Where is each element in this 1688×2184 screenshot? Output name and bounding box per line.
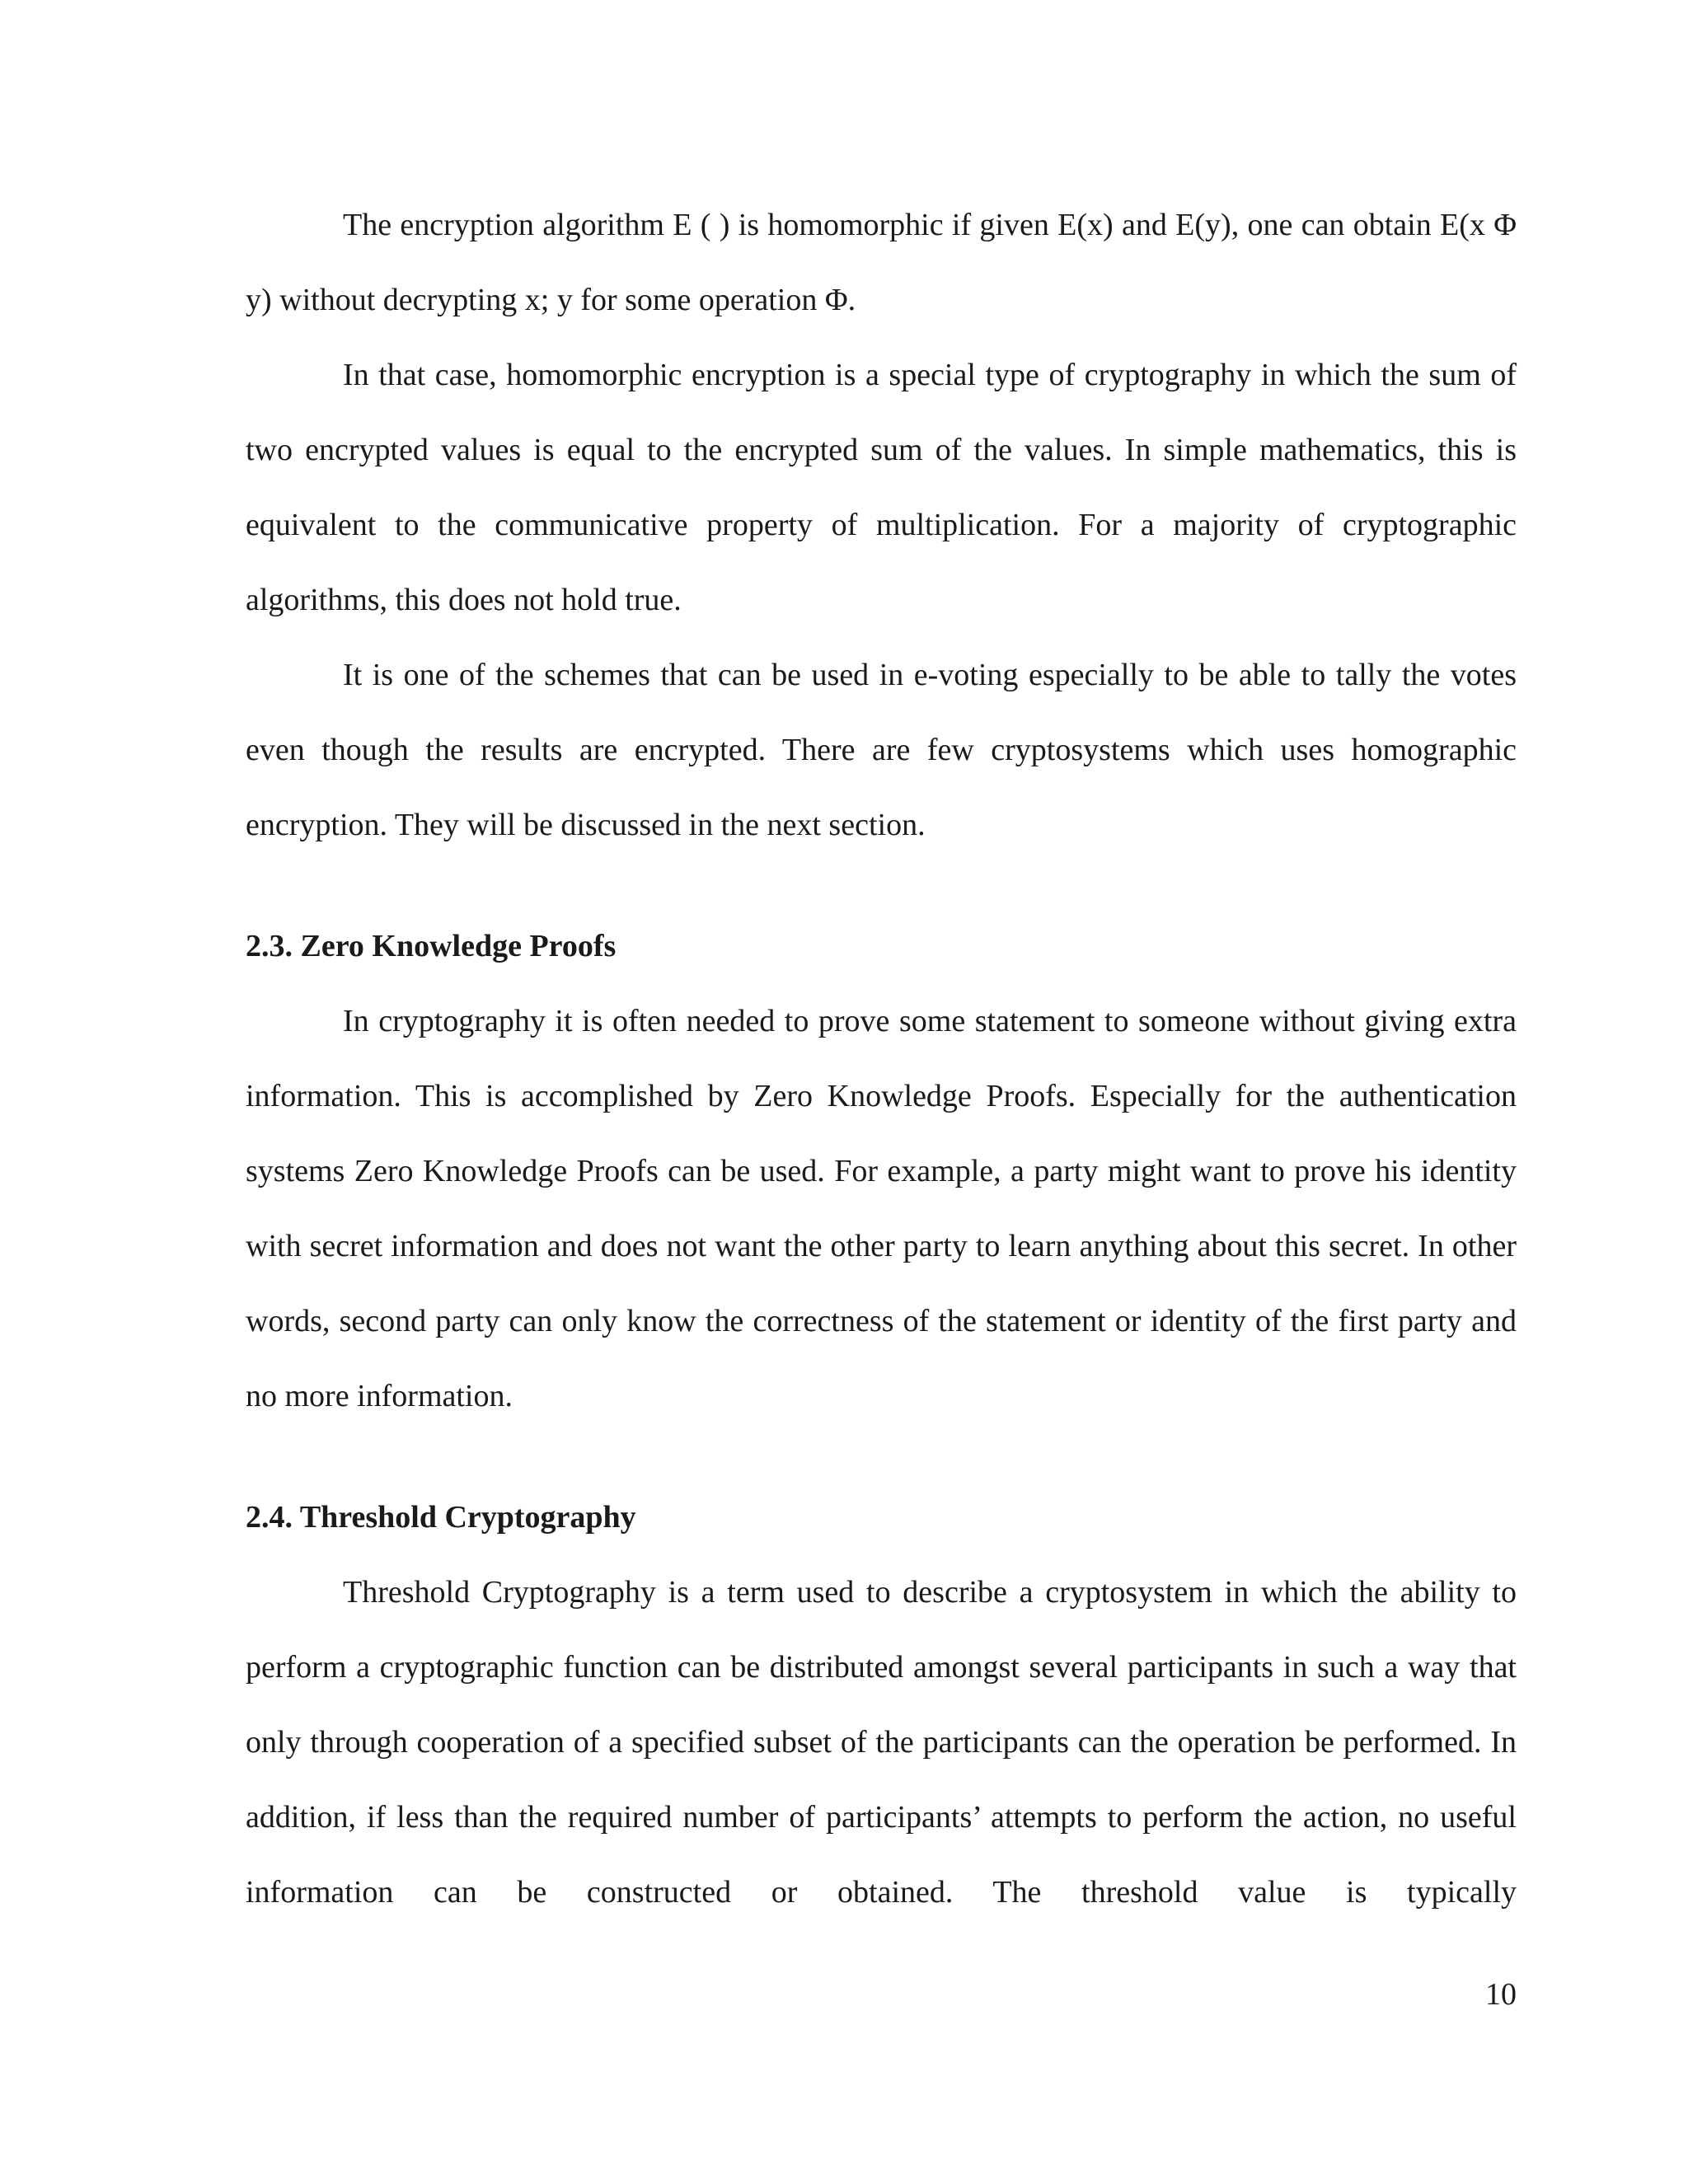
document-page	[246, 188, 1517, 1930]
section-heading-zero-knowledge: 2.3. Zero Knowledge Proofs	[246, 929, 617, 963]
section-heading-threshold: 2.4. Threshold Cryptography	[246, 1500, 636, 1535]
section-spacer	[246, 863, 1517, 909]
section-spacer	[246, 1434, 1517, 1480]
paragraph-zero-knowledge: In cryptography it is often needed to prove some statement to someone without giving extra information. This is accomplished by Zero Knowledge Proofs. Especially for the authentication systems Zero Knowledge Proofs can be used. For example, a party might want to prove his identity with secret information and does not want the other party to learn anything about this secret. In other words, second party can only know the correctness of the statement or identity of the first party and no more information.	[246, 1004, 1517, 1413]
paragraph-homomorphic-explanation: In that case, homomorphic encryption is a special type of cryptography in which the sum of two encrypted values is equal to the encrypted sum of the values. In simple mathematics, this is equivalent to the communicative property of multiplication. For a majority of cryptographic algorithms, this does not hold true.	[246, 358, 1517, 617]
paragraph-threshold: Threshold Cryptography is a term used to describe a cryptosystem in which the ability to perform a cryptographic function can be distributed amongst several participants in such a way that only through cooperation of a specified subset of the participants can the operation be performed. In addition, if less than the required number of participants’ attempts to perform the action, no useful information can be constructed or obtained. The threshold value is typically	[246, 1575, 1517, 1910]
page-number: 10	[1485, 1977, 1517, 2012]
paragraph-homomorphic-definition: The encryption algorithm E ( ) is homomorphic if given E(x) and E(y), one can obtain E(x Φ y) without decrypting x; y for some operation Φ.	[246, 208, 1517, 317]
paragraph-homomorphic-evoting: It is one of the schemes that can be used in e-voting especially to be able to tally the votes even though the results are encrypted. There are few cryptosystems which uses homographic encryption. They will be discussed in the next section.	[246, 658, 1517, 842]
